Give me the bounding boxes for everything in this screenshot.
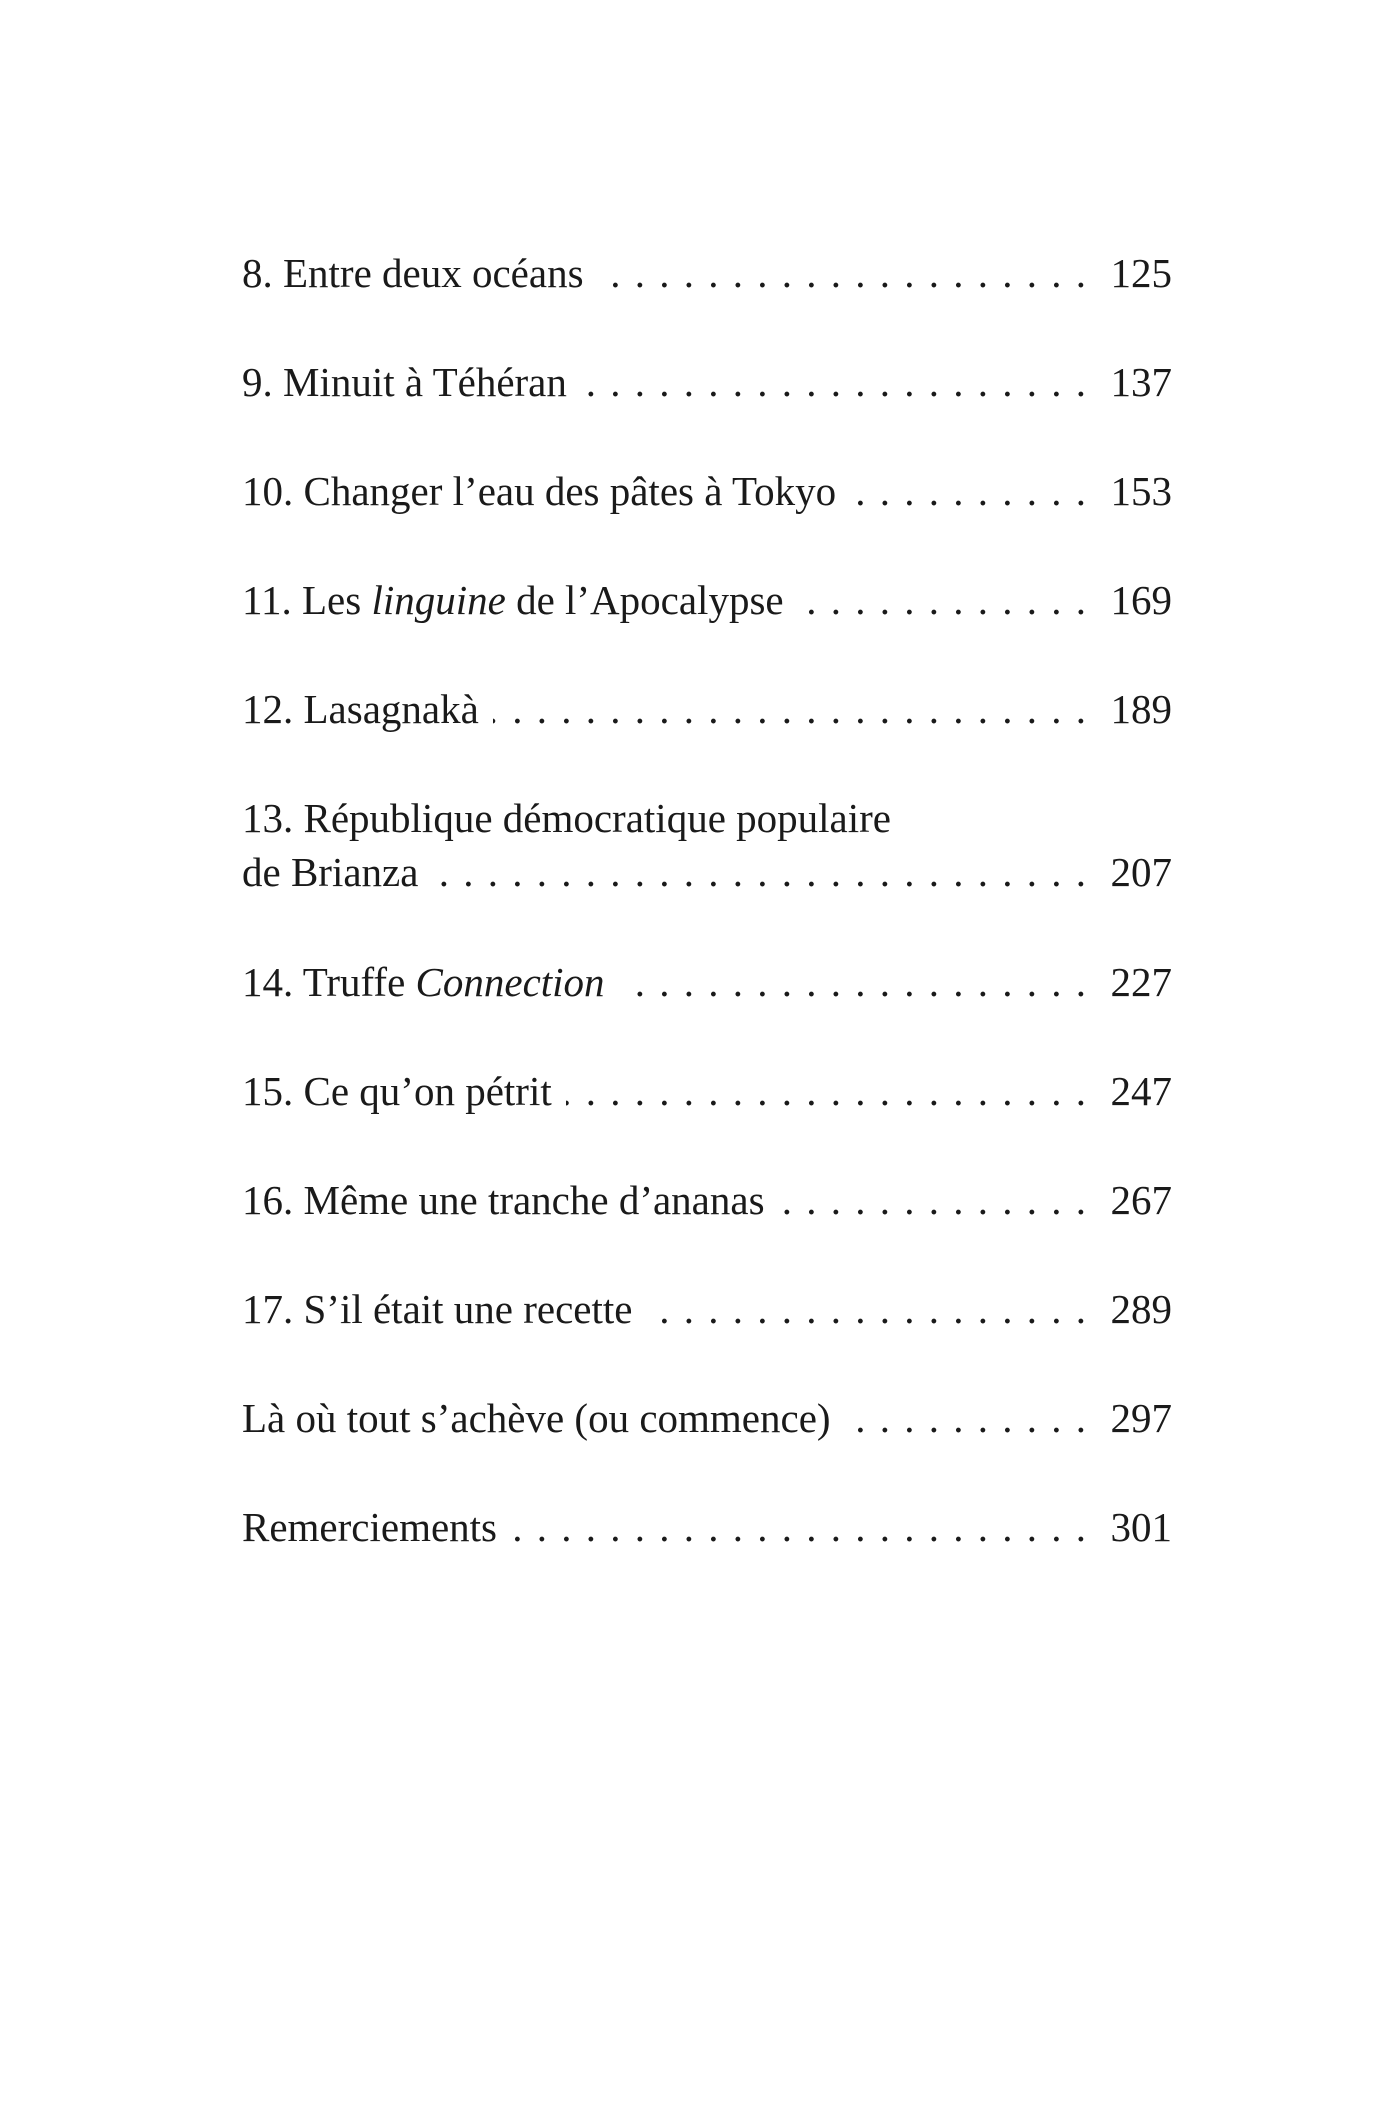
toc-entry-title bbox=[242, 845, 418, 899]
toc-page-number: 301 bbox=[1110, 1504, 1172, 1550]
toc-entry-line bbox=[242, 246, 1172, 300]
toc-entry-line bbox=[242, 682, 1172, 736]
toc-page-number: 189 bbox=[1110, 686, 1172, 732]
dot-leader bbox=[850, 464, 1086, 518]
dot-leader bbox=[845, 1391, 1086, 1445]
toc-title-segment: 10. Changer l’eau des pâtes à Tokyo bbox=[242, 468, 837, 514]
toc-title-segment: 16. Même une tranche d’ananas bbox=[242, 1177, 765, 1223]
toc-entry-title bbox=[242, 1500, 497, 1554]
toc-entry bbox=[242, 955, 1172, 1064]
dot-leader bbox=[619, 955, 1086, 1009]
toc-entry bbox=[242, 464, 1172, 573]
table-of-contents bbox=[242, 246, 1172, 1609]
toc-page-number: 247 bbox=[1110, 1068, 1172, 1114]
toc-page-number: 137 bbox=[1110, 359, 1172, 405]
toc-title-italic-segment: Connection bbox=[415, 959, 605, 1005]
toc-entry-line bbox=[242, 1500, 1172, 1554]
toc-entry bbox=[242, 1173, 1172, 1282]
dot-leader bbox=[511, 1500, 1086, 1554]
toc-entry-line bbox=[242, 1391, 1172, 1445]
toc-entry bbox=[242, 1500, 1172, 1609]
toc-entry-line bbox=[242, 464, 1172, 518]
toc-title-segment: 8. Entre deux océans bbox=[242, 250, 584, 296]
dot-leader bbox=[779, 1173, 1086, 1227]
toc-title-segment: 9. Minuit à Téhéran bbox=[242, 359, 567, 405]
toc-page-number: 207 bbox=[1110, 849, 1172, 895]
toc-entry-title bbox=[242, 1282, 632, 1336]
dot-leader bbox=[646, 1282, 1086, 1336]
toc-title-segment: de l’Apocalypse bbox=[505, 577, 784, 623]
toc-entry-title bbox=[242, 355, 567, 409]
toc-entry-title bbox=[242, 682, 479, 736]
toc-entry bbox=[242, 355, 1172, 464]
toc-entry bbox=[242, 1064, 1172, 1173]
toc-entry-line bbox=[242, 355, 1172, 409]
toc-entry-title bbox=[242, 573, 784, 627]
dot-leader bbox=[598, 246, 1086, 300]
toc-page-number: 169 bbox=[1110, 577, 1172, 623]
dot-leader bbox=[432, 845, 1086, 899]
toc-entry-line bbox=[242, 1064, 1172, 1118]
toc-entry bbox=[242, 1282, 1172, 1391]
toc-entry bbox=[242, 682, 1172, 791]
toc-page-number: 297 bbox=[1110, 1395, 1172, 1441]
dot-leader bbox=[493, 682, 1086, 736]
toc-title-segment: 13. République démocratique populaire bbox=[242, 795, 891, 841]
toc-entry-title bbox=[242, 1173, 765, 1227]
toc-title-segment: 14. Truffe bbox=[242, 959, 416, 1005]
toc-entry-line bbox=[242, 955, 1172, 1009]
toc-entry bbox=[242, 791, 1172, 955]
toc-entry-title bbox=[242, 1391, 831, 1445]
toc-title-segment: Là où tout s’achève (ou commence) bbox=[242, 1395, 831, 1441]
toc-entry bbox=[242, 1391, 1172, 1500]
dot-leader bbox=[798, 573, 1086, 627]
toc-entry-title bbox=[242, 955, 605, 1009]
toc-entry-line bbox=[242, 1173, 1172, 1227]
toc-entry-line bbox=[242, 1282, 1172, 1336]
toc-entry bbox=[242, 573, 1172, 682]
toc-entry-title bbox=[242, 246, 584, 300]
toc-entry-title bbox=[242, 791, 891, 845]
toc-page-number: 289 bbox=[1110, 1286, 1172, 1332]
toc-entry-line bbox=[242, 573, 1172, 627]
toc-page-number: 153 bbox=[1110, 468, 1172, 514]
toc-entry bbox=[242, 246, 1172, 355]
toc-title-segment: 11. Les bbox=[242, 577, 372, 623]
toc-title-segment: 12. Lasagnakà bbox=[242, 686, 479, 732]
toc-title-italic-segment: linguine bbox=[371, 577, 506, 623]
toc-entry-line bbox=[242, 845, 1172, 899]
toc-entry-title bbox=[242, 464, 836, 518]
toc-page-number: 125 bbox=[1110, 250, 1172, 296]
toc-entry-title bbox=[242, 1064, 552, 1118]
toc-page-number: 267 bbox=[1110, 1177, 1172, 1223]
dot-leader bbox=[581, 355, 1086, 409]
toc-title-segment: de Brianza bbox=[242, 849, 419, 895]
toc-title-segment: 15. Ce qu’on pétrit bbox=[242, 1068, 552, 1114]
toc-title-segment: Remerciements bbox=[242, 1504, 498, 1550]
toc-title-segment: 17. S’il était une recette bbox=[242, 1286, 633, 1332]
toc-page-number: 227 bbox=[1110, 959, 1172, 1005]
dot-leader bbox=[566, 1064, 1086, 1118]
toc-entry-line bbox=[242, 791, 1172, 845]
